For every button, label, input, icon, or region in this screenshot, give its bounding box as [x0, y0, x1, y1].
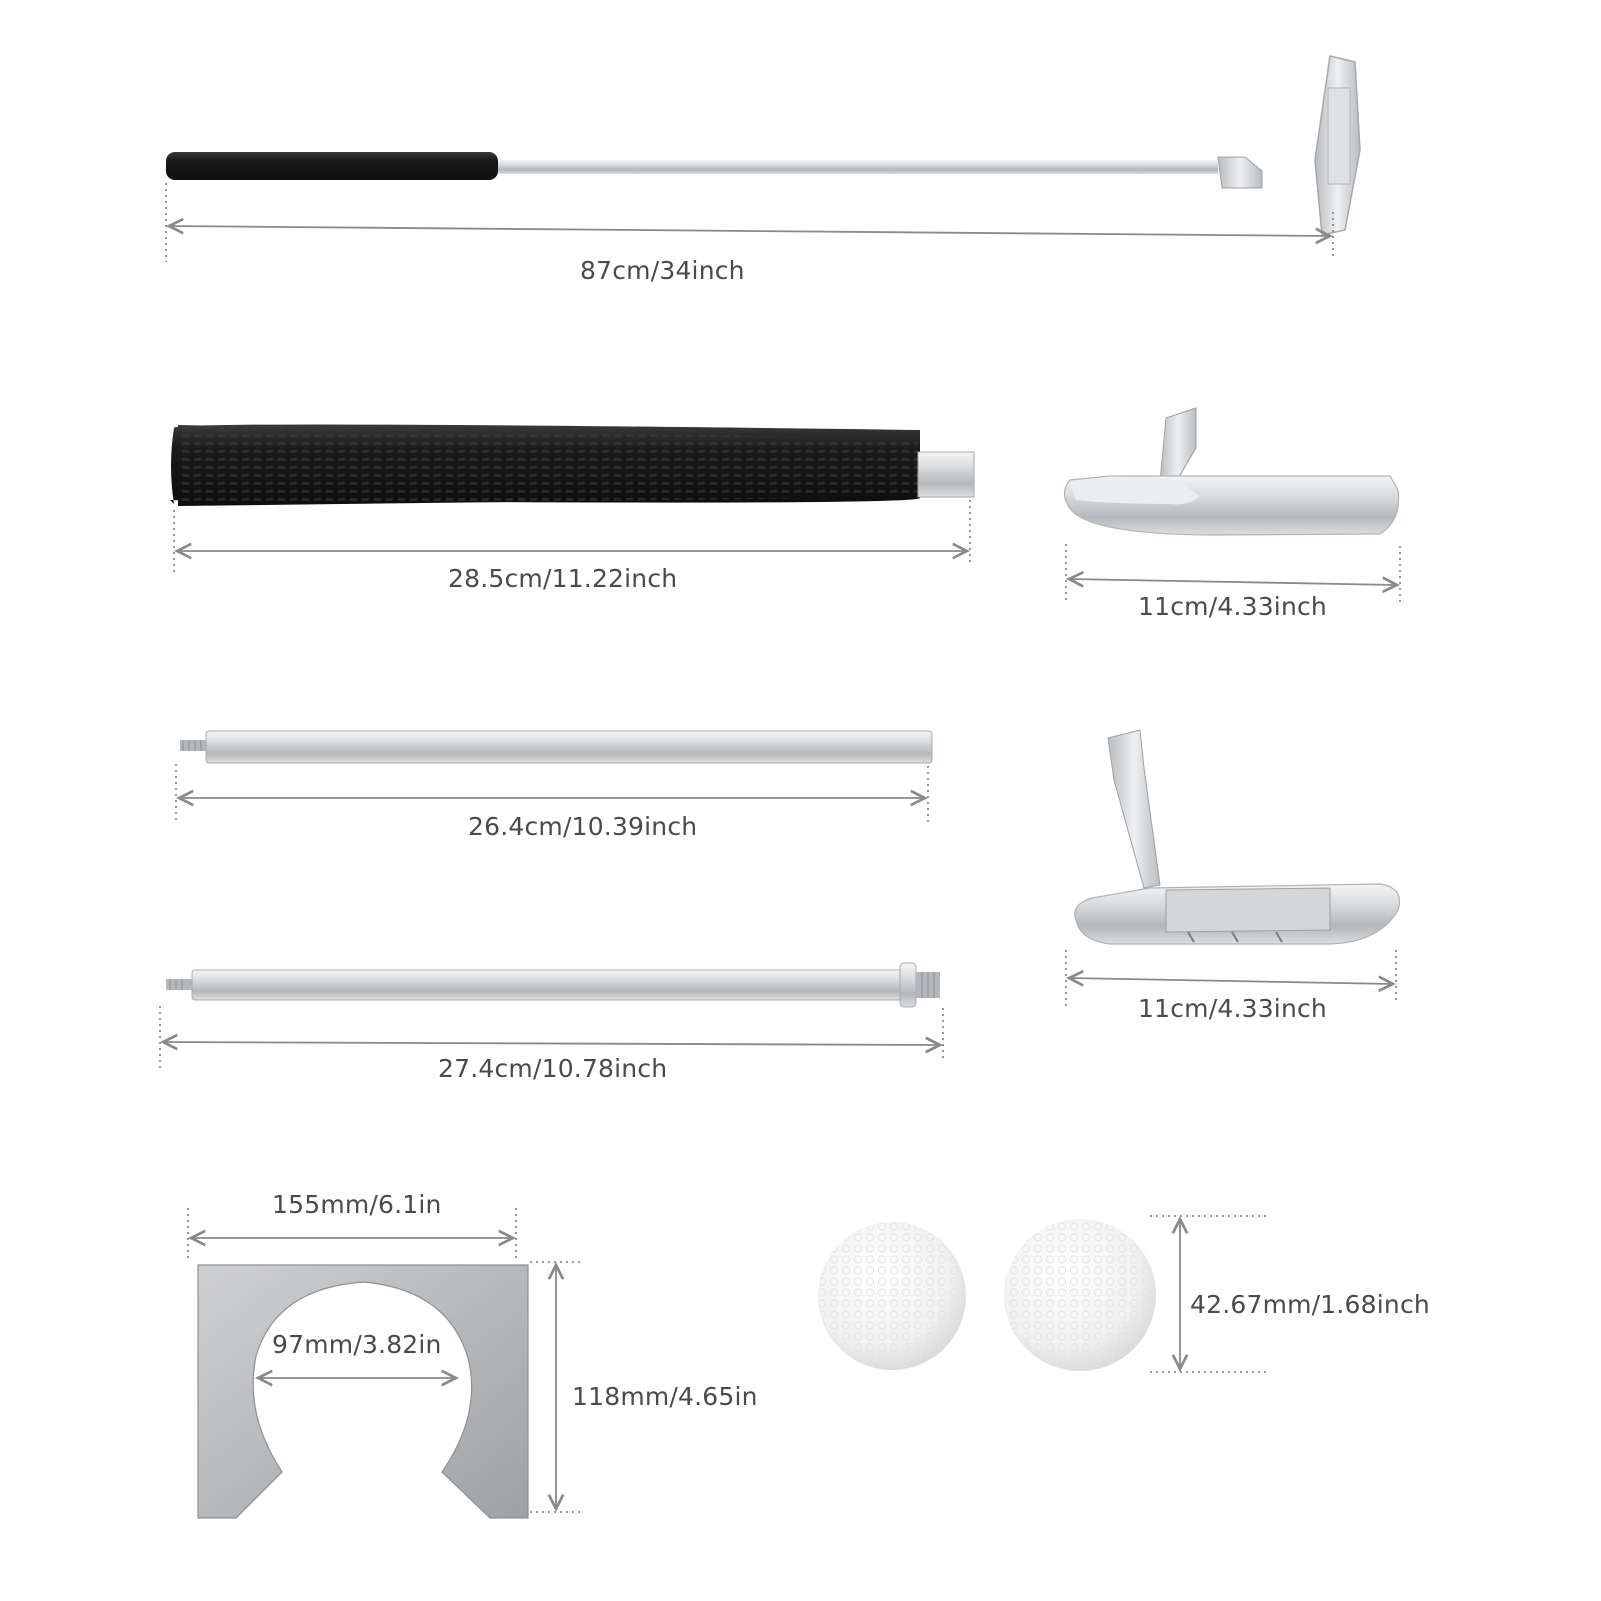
putter-icon: [166, 56, 1360, 235]
grip-dimension-line: [174, 500, 970, 572]
golf-ball-icon: [1004, 1219, 1156, 1371]
putting-cup-icon: [198, 1265, 528, 1518]
shaft-icon: [180, 731, 932, 763]
golf-ball-icon: [818, 1222, 966, 1370]
mallet-head-icon: [1064, 408, 1398, 535]
putter-dimension-line: [166, 183, 1333, 262]
cup-hole-label: 97mm/3.82in: [272, 1330, 442, 1359]
shaft-short-length-label: 26.4cm/10.39inch: [468, 812, 698, 841]
blade-head-width-label: 11cm/4.33inch: [1138, 994, 1327, 1023]
grip-length-label: 28.5cm/11.22inch: [448, 564, 678, 593]
shaft-long-length-label: 27.4cm/10.78inch: [438, 1054, 668, 1083]
cup-width-label: 155mm/6.1in: [272, 1190, 442, 1219]
cup-height-label: 118mm/4.65in: [572, 1382, 758, 1411]
shaft-icon: [166, 963, 940, 1007]
putter-length-label: 87cm/34inch: [580, 256, 745, 285]
mallet-head-width-label: 11cm/4.33inch: [1138, 592, 1327, 621]
ball-diameter-label: 42.67mm/1.68inch: [1190, 1290, 1430, 1319]
grip-icon: [170, 424, 974, 506]
blade-head-icon: [1075, 730, 1400, 944]
